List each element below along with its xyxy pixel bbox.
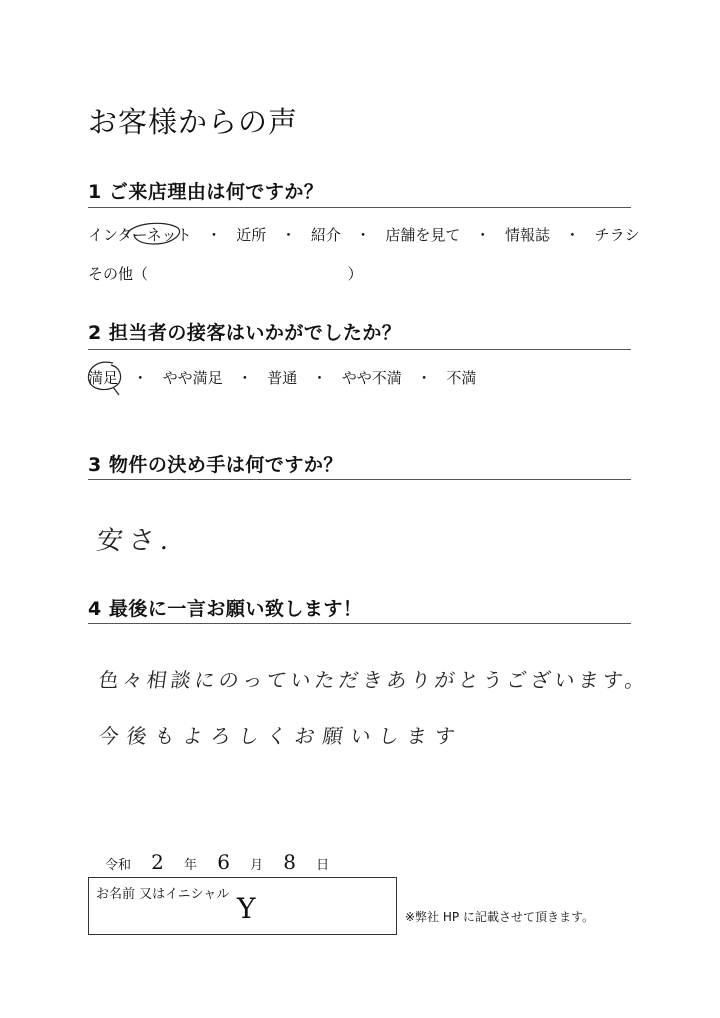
q2-option-somewhat-satisfied[interactable]: やや満足: [162, 369, 223, 387]
q4-rule: [88, 623, 631, 624]
name-value: Y: [237, 892, 256, 925]
q1-option-internet[interactable]: インターネット: [88, 226, 192, 244]
q1-option-store[interactable]: 店舗を見て: [385, 226, 461, 244]
q1-rule: [88, 207, 631, 208]
q2-sep: ・: [237, 369, 253, 387]
q2-sep: ・: [416, 369, 432, 387]
q1-option-magazine[interactable]: 情報誌: [505, 226, 551, 244]
q1-option-flyer[interactable]: チラシ: [594, 226, 640, 244]
publication-note: ※弊社 HP に記載させて頂きます。: [405, 910, 594, 924]
q1-sep: ・: [475, 226, 491, 244]
q1-title: 1 ご来店理由は何ですか？: [88, 181, 324, 203]
q2-sep: ・: [311, 369, 327, 387]
date-month[interactable]: 6: [217, 850, 230, 874]
q2-option-neutral[interactable]: 普通: [267, 369, 298, 387]
name-label: お名前 又はイニシャル: [96, 887, 230, 902]
q1-sep: ・: [355, 226, 371, 244]
q4-answer-line2: 今後もよろしくお願いします: [97, 724, 465, 748]
q4-answer-line1: 色々相談にのっていただきありがとうございます。: [97, 668, 651, 692]
q1-sep: ・: [281, 226, 297, 244]
page-title: お客様からの声: [88, 105, 299, 139]
q1-option-referral[interactable]: 紹介: [310, 226, 341, 244]
q1-other-close: ）: [347, 265, 363, 283]
date-day-unit: 日: [316, 858, 330, 873]
q1-other: [88, 263, 363, 284]
q1-sep: ・: [564, 226, 580, 244]
q2-option-dissatisfied[interactable]: 不満: [446, 369, 477, 387]
q3-answer: 安さ.: [94, 526, 178, 556]
q1-selection-circle: [120, 216, 186, 250]
q2-option-somewhat-dissatisfied[interactable]: やや不満: [341, 369, 402, 387]
q4-title: 4 最後に一言お願い致します！: [88, 598, 363, 620]
date-era: 令和: [105, 858, 132, 873]
q1-other-label: その他（: [88, 265, 149, 283]
q2-selection-circle: [83, 357, 127, 397]
date-month-unit: 月: [250, 858, 264, 873]
q2-rule: [88, 349, 631, 350]
q1-option-neighborhood[interactable]: 近所: [236, 226, 267, 244]
q3-rule: [88, 479, 631, 480]
q3-title: 3 物件の決め手は何ですか？: [88, 454, 343, 476]
q2-option-satisfied[interactable]: 満足: [88, 369, 119, 387]
q2-sep: ・: [132, 369, 148, 387]
date-row: [105, 850, 329, 874]
q1-sep: ・: [206, 226, 222, 244]
date-year-unit: 年: [184, 858, 198, 873]
q2-title: 2 担当者の接客はいかがでしたか？: [88, 322, 402, 344]
date-year[interactable]: 2: [151, 850, 164, 874]
q2-options: [88, 367, 476, 388]
name-box[interactable]: [88, 877, 397, 935]
date-day[interactable]: 8: [283, 850, 296, 874]
